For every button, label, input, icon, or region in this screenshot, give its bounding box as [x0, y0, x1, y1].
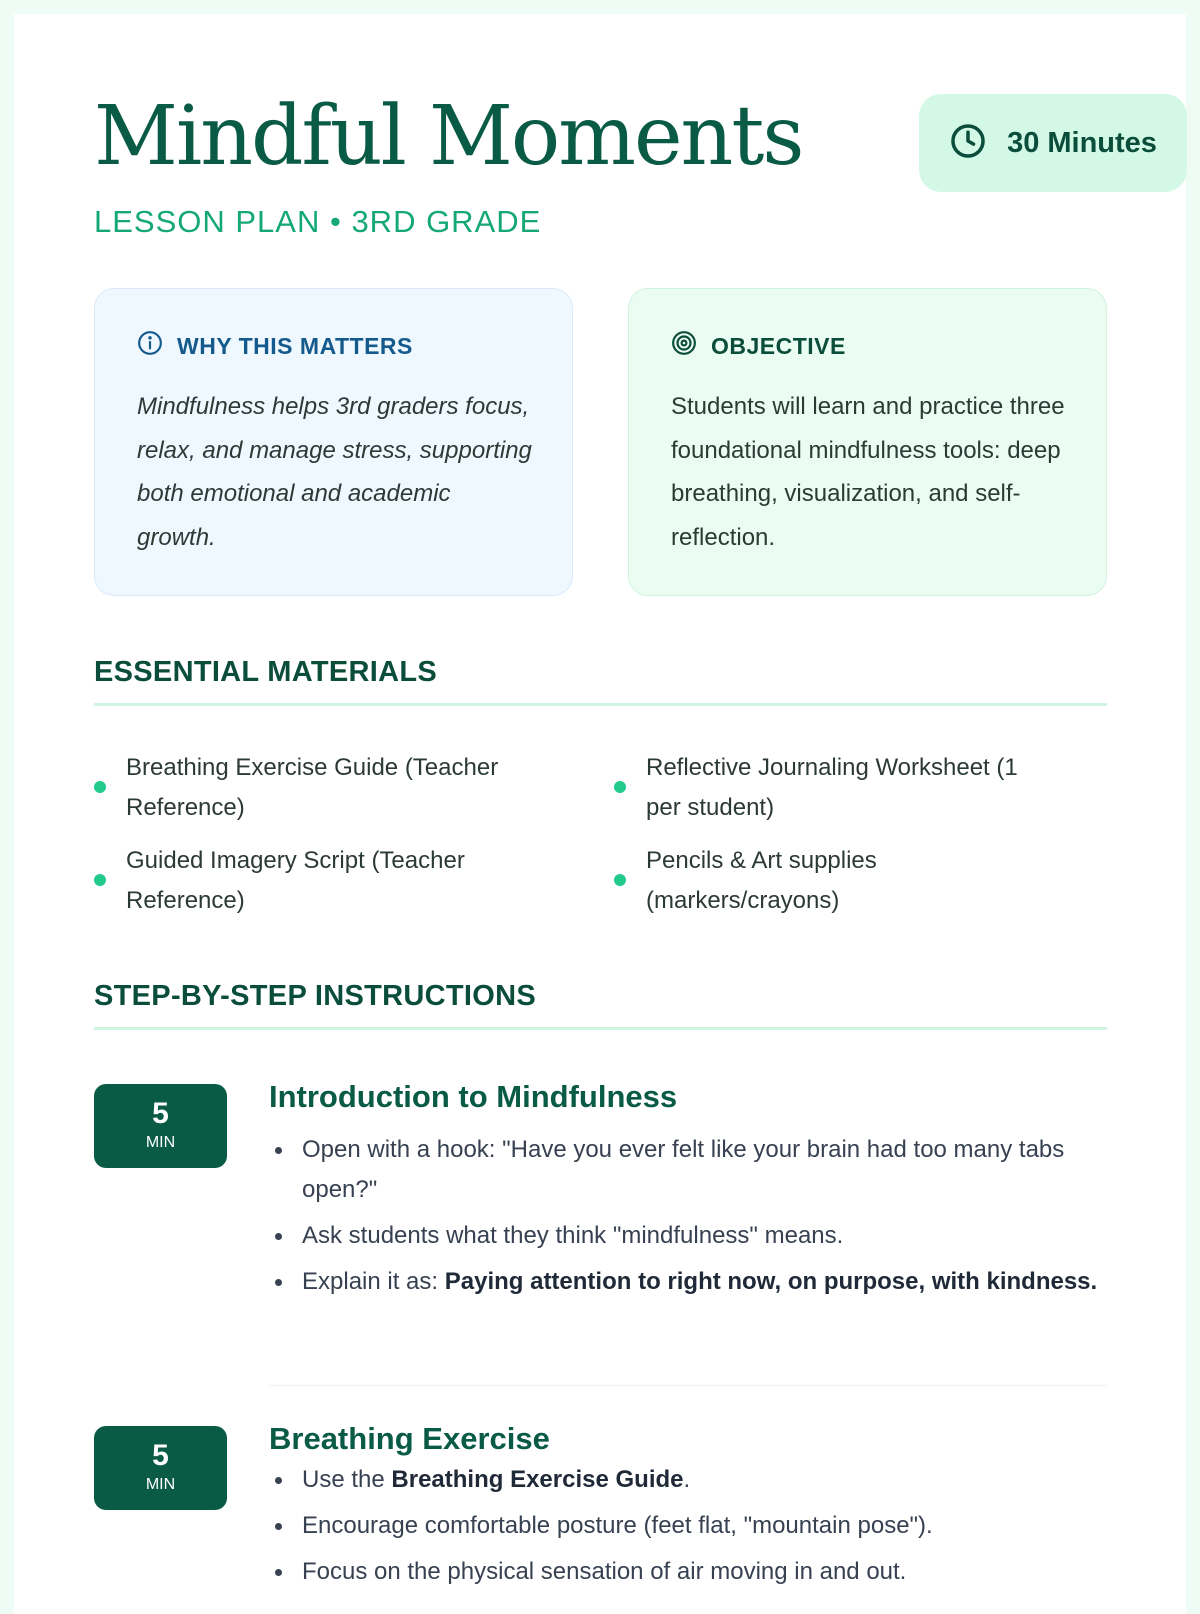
bullet-dot — [94, 781, 106, 793]
step-bullet — [269, 1130, 1107, 1210]
bullet-dot — [614, 874, 626, 886]
step-bullet-emphasis: Breathing Exercise Guide — [391, 1466, 684, 1493]
bullet-dot — [275, 1147, 282, 1154]
step-minutes: 5 — [152, 1097, 169, 1130]
step-time-badge — [94, 1084, 227, 1168]
bullet-dot — [94, 874, 106, 886]
why-card-heading-text: WHY THIS MATTERS — [177, 332, 413, 359]
step-bullet-list — [269, 1130, 1107, 1302]
step-content — [269, 1421, 1107, 1598]
page-subtitle: LESSON PLAN • 3RD GRADE — [94, 204, 542, 239]
why-card-body: Mindfulness helps 3rd graders focus, relax, and manage stress, supporting both emotional and academic growth. — [137, 393, 532, 551]
materials-heading: ESSENTIAL MATERIALS — [94, 656, 1107, 706]
step-bullet-text: Open with a hook: "Have you ever felt like your brain had too many tabs open?" — [302, 1136, 1065, 1203]
objective-card-heading — [671, 329, 1066, 363]
info-icon — [137, 330, 163, 362]
step-minutes: 5 — [152, 1439, 169, 1472]
step-time-badge — [94, 1426, 227, 1510]
step-bullet-prefix: Explain it as: — [302, 1268, 445, 1295]
step-bullet-list — [269, 1460, 1107, 1592]
material-item-text: Pencils & Art supplies (markers/crayons) — [646, 847, 877, 914]
step-bullet-text: Ask students what they think "mindfulness" means. — [302, 1222, 844, 1249]
step-content — [269, 1079, 1107, 1308]
material-item-text: Breathing Exercise Guide (Teacher Reference) — [126, 754, 499, 821]
bullet-dot — [275, 1477, 282, 1484]
step-minutes-unit: MIN — [145, 1134, 176, 1151]
why-this-matters-card — [94, 288, 573, 596]
step-title: Breathing Exercise — [269, 1421, 550, 1456]
material-item — [94, 748, 534, 828]
bullet-dot — [275, 1569, 282, 1576]
step-bullet — [269, 1506, 1107, 1546]
step-bullet — [269, 1460, 1107, 1500]
step-bullet-prefix: Use the — [302, 1466, 392, 1493]
step-bullet-text: Encourage comfortable posture (feet flat, "mountain pose"). — [302, 1512, 933, 1539]
duration-badge — [919, 94, 1187, 192]
clock-icon — [949, 122, 987, 165]
material-item — [614, 748, 1054, 828]
materials-list — [94, 748, 1107, 918]
objective-card — [628, 288, 1107, 596]
bullet-dot — [275, 1523, 282, 1530]
bullet-dot — [614, 781, 626, 793]
page-title: Mindful Moments — [94, 89, 803, 184]
step-divider — [269, 1385, 1107, 1386]
material-item — [614, 841, 1054, 921]
step-minutes-unit: MIN — [145, 1476, 176, 1493]
step-bullet-suffix: . — [683, 1466, 691, 1493]
material-item-text: Reflective Journaling Worksheet (1 per student) — [646, 754, 1018, 821]
step-bullet-emphasis: Paying attention to right now, on purpose, with kindness. — [444, 1268, 1098, 1295]
step-title: Introduction to Mindfulness — [269, 1079, 678, 1114]
target-icon — [671, 330, 697, 362]
lesson-plan-page — [14, 14, 1186, 1614]
step-bullet-text: Focus on the physical sensation of air moving in and out. — [302, 1558, 907, 1585]
instructions-heading: STEP-BY-STEP INSTRUCTIONS — [94, 980, 1107, 1030]
material-item — [94, 841, 534, 921]
duration-label: 30 Minutes — [1007, 126, 1157, 159]
why-card-heading — [137, 329, 532, 363]
objective-card-heading-text: OBJECTIVE — [711, 332, 846, 359]
bullet-dot — [275, 1279, 282, 1286]
bullet-dot — [275, 1233, 282, 1240]
objective-card-body: Students will learn and practice three foundational mindfulness tools: deep breathing, visualization, and self-reflection. — [671, 393, 1065, 551]
step-bullet — [269, 1216, 1107, 1256]
step-bullet — [269, 1552, 1107, 1592]
material-item-text: Guided Imagery Script (Teacher Reference) — [126, 847, 465, 914]
step-bullet — [269, 1262, 1107, 1302]
